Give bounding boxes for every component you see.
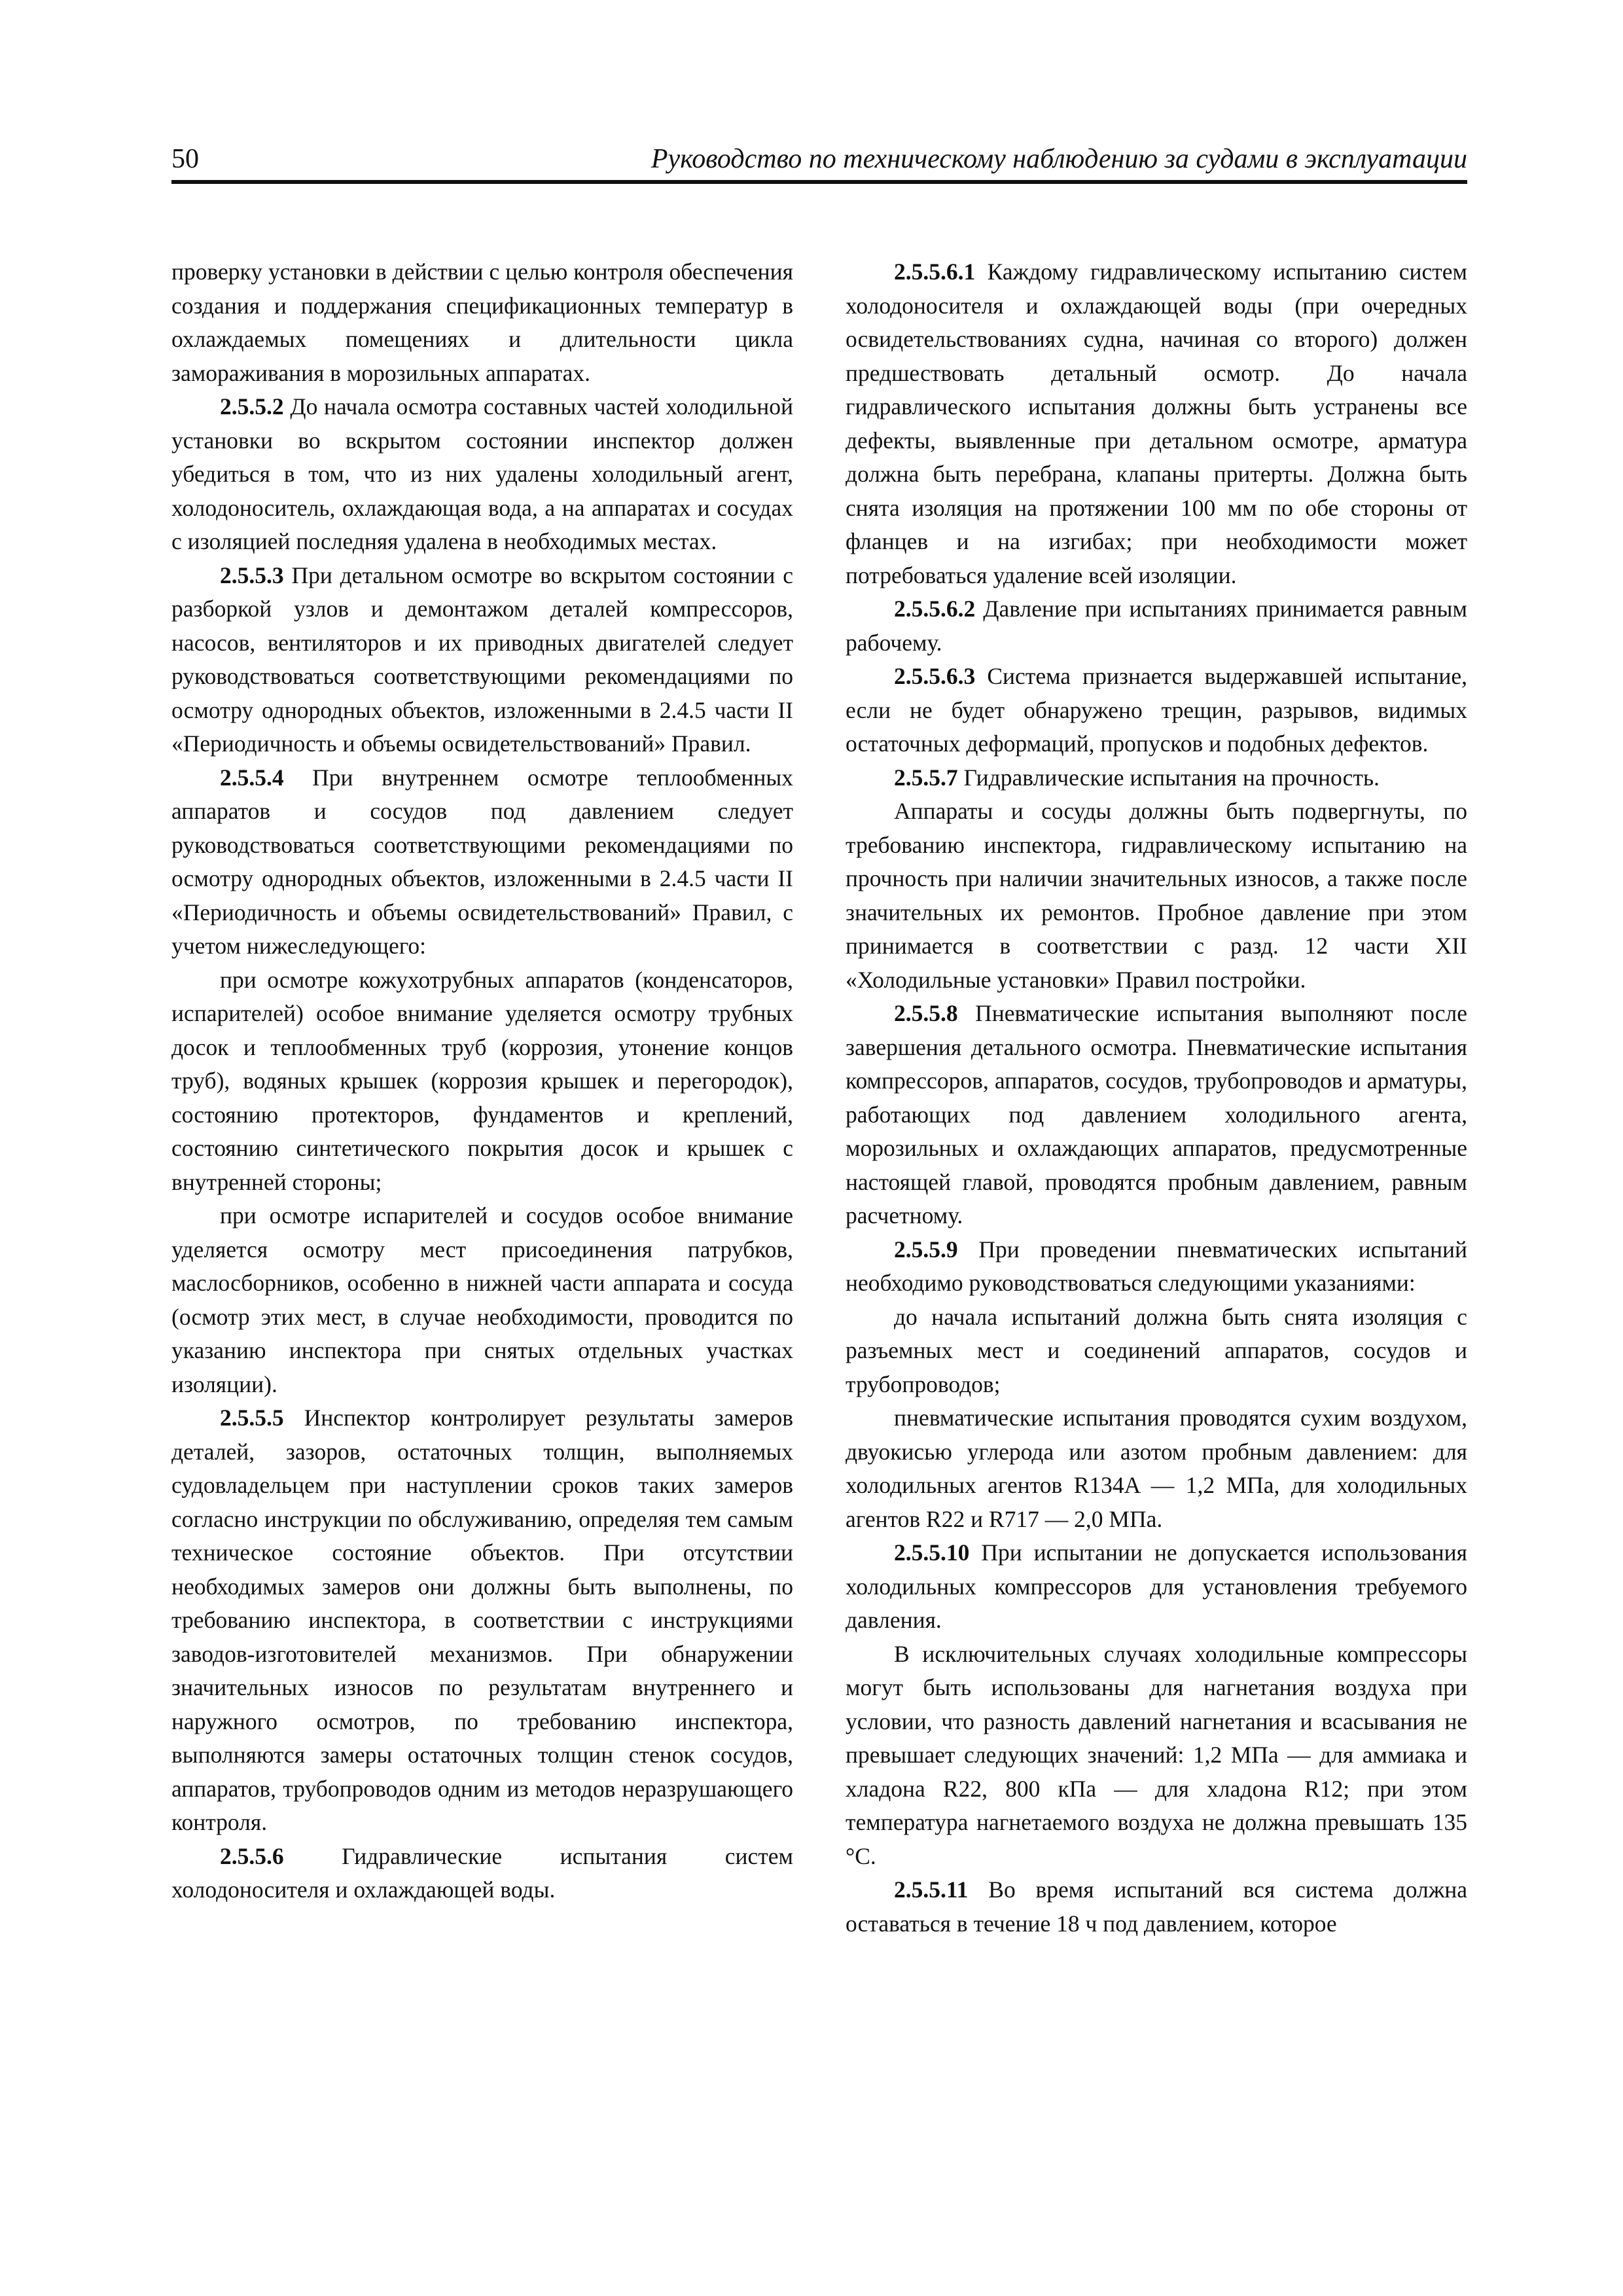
paragraph-text: Инспектор контролирует результаты замеров деталей, зазоров, остаточных толщин, выполняемых судовладельцем при наступлении сроков таких замеров согласно инструкции по обслуживанию, определяя тем самым техническое состояние объектов. При отсутствии необходимых замеров они должны быть выполнены, по требованию инспектора, в соответствии с инструкциями заводов-изготовителей механизмов. При обнаружении значительных износов по результатам внутреннего и наружного осмотров, по требованию инспектора, выполняются замеры остаточных толщин стенок сосудов, аппаратов, трубопроводов одним из методов неразрушающего контроля. — [171, 1405, 793, 1835]
paragraph — [171, 963, 793, 1200]
paragraph-text: пневматические испытания проводятся сухим воздухом, двуокисью углерода или азотом пробным давлением: для холодильных агентов R134A — 1,2 МПа, для холодильных агентов R22 и R717 — 2,0 МПа. — [846, 1405, 1467, 1532]
paragraph — [171, 1199, 793, 1401]
clause-number: 2.5.5.9 — [894, 1236, 958, 1263]
paragraph-text: При испытании не допускается использования холодильных компрессоров для установления требуемого давления. — [846, 1539, 1467, 1633]
paragraph-text: В исключительных случаях холодильные компрессоры могут быть использованы для нагнетания воздуха при условии, что разность давлений нагнетания и всасывания не превышает следующих значений: 1,2 МПа — для аммиака и хладона R22, 800 кПа — для хладона R12; при этом температура нагнетаемого воздуха не должна превышать 135 °С. — [846, 1640, 1467, 1869]
paragraph-text: Давление при испытаниях принимается равным рабочему. — [846, 596, 1467, 656]
clause-number: 2.5.5.3 — [220, 562, 284, 588]
paragraph — [846, 1401, 1467, 1536]
paragraph-text: при осмотре испарителей и сосудов особое внимание уделяется осмотру мест присоединения патрубков, маслосборников, особенно в нижней части аппарата и сосуда (осмотр этих мест, в случае необходимости, проводится по указанию инспектора при снятых отдельных участках изоляции). — [171, 1202, 793, 1397]
clause-number: 2.5.5.6.1 — [894, 259, 976, 285]
clause-number: 2.5.5.4 — [220, 764, 284, 791]
paragraph — [171, 559, 793, 761]
paragraph-text: до начала испытаний должна быть снята изоляция с разъемных мест и соединений аппаратов, сосудов и трубопроводов; — [846, 1303, 1467, 1397]
page-number: 50 — [171, 144, 199, 174]
paragraph — [171, 255, 793, 390]
paragraph — [846, 1300, 1467, 1402]
paragraph-text: До начала осмотра составных частей холодильной установки во вскрытом состоянии инспектор должен убедиться в том, что из них удалены холодильный агент, холодоноситель, охлаждающая вода, а на аппаратах и сосудах с изоляцией последняя удалена в необходимых местах. — [171, 393, 793, 554]
right-column — [846, 255, 1467, 1941]
paragraph-text: При внутреннем осмотре теплообменных аппаратов и сосудов под давлением следует руководствоваться соответствующими рекомендациями по осмотру однородных объектов, изложенными в 2.4.5 части II «Периодичность и объемы освидетельствований» Правил, с учетом нижеследующего: — [171, 764, 793, 959]
paragraph-text: Аппараты и сосуды должны быть подвергнуты, по требованию инспектора, гидравлическому испытанию на прочность при наличии значительных износов, а также после значительных их ремонтов. Пробное давление при этом принимается в соответствии с разд. 12 части XII «Холодильные установки» Правил постройки. — [846, 798, 1467, 993]
paragraph — [846, 795, 1467, 997]
clause-number: 2.5.5.6 — [220, 1842, 284, 1869]
paragraph-text: При детальном осмотре во вскрытом состоянии с разборкой узлов и демонтажом деталей компрессоров, насосов, вентиляторов и их приводных двигателей следует руководствоваться соответствующими рекомендациями по осмотру однородных объектов, изложенными в 2.4.5 части II «Периодичность и объемы освидетельствований» Правил. — [171, 562, 793, 757]
paragraph — [846, 997, 1467, 1233]
left-column — [171, 255, 793, 1907]
clause-number: 2.5.5.6.2 — [894, 596, 976, 622]
paragraph — [171, 1840, 793, 1907]
paragraph-text: проверку установки в действии с целью контроля обеспечения создания и поддержания спецификационных температур в охлаждаемых помещениях и длительности цикла замораживания в морозильных аппаратах. — [171, 259, 793, 386]
paragraph — [846, 1536, 1467, 1638]
paragraph — [846, 660, 1467, 761]
paragraph-text: при осмотре кожухотрубных аппаратов (конденсаторов, испарителей) особое внимание уделяется осмотру трубных досок и теплообменных труб (коррозия, утонение концов труб), водяных крышек (коррозия крышек и перегородок), состоянию протекторов, фундаментов и креплений, состоянию синтетического покрытия досок и крышек с внутренней стороны; — [171, 966, 793, 1195]
paragraph — [846, 592, 1467, 660]
clause-number: 2.5.5.7 — [894, 764, 958, 791]
clause-number: 2.5.5.11 — [894, 1876, 969, 1903]
paragraph-text: Каждому гидравлическому испытанию систем холодоносителя и охлаждающей воды (при очередных освидетельствованиях судна, начиная со второго) должен предшествовать детальный осмотр. До начала гидравлического испытания должны быть устранены все дефекты, выявленные при детальном осмотре, арматура должна быть перебрана, клапаны притерты. Должна быть снята изоляция на протяжении 100 мм по обе стороны от фланцев и на изгибах; при необходимости может потребоваться удаление всей изоляции. — [846, 259, 1467, 588]
paragraph — [171, 761, 793, 963]
clause-number: 2.5.5.2 — [220, 393, 284, 420]
paragraph-text: Система признается выдержавшей испытание, если не будет обнаружено трещин, разрывов, видимых остаточных деформаций, пропусков и подобных дефектов. — [846, 663, 1467, 757]
clause-number: 2.5.5.6.3 — [894, 663, 976, 689]
paragraph — [846, 1233, 1467, 1300]
paragraph — [171, 1401, 793, 1840]
paragraph — [846, 255, 1467, 592]
clause-number: 2.5.5.5 — [220, 1405, 284, 1431]
paragraph — [846, 761, 1467, 795]
paragraph — [846, 1873, 1467, 1941]
clause-number: 2.5.5.10 — [894, 1539, 970, 1566]
paragraph-text: Гидравлические испытания систем холодоносителя и охлаждающей воды. — [171, 1842, 793, 1903]
paragraph — [846, 1638, 1467, 1874]
paragraph-text: Гидравлические испытания на прочность. — [957, 764, 1380, 791]
paragraph-text: Во время испытаний вся система должна оставаться в течение 18 ч под давлением, которое — [846, 1876, 1467, 1937]
paragraph-text: Пневматические испытания выполняют после завершения детального осмотра. Пневматические испытания компрессоров, аппаратов, сосудов, трубопроводов и арматуры, работающих под давлением холодильного агента, морозильных и охлаждающих аппаратов, предусмотренные настоящей главой, проводятся пробным давлением, равным расчетному. — [846, 1000, 1467, 1229]
page-header — [171, 141, 1467, 184]
running-title: Руководство по техническому наблюдению за судами в эксплуатации — [651, 144, 1467, 174]
paragraph-text: При проведении пневматических испытаний необходимо руководствоваться следующими указаниями: — [846, 1236, 1467, 1296]
clause-number: 2.5.5.8 — [894, 1000, 958, 1026]
paragraph — [171, 390, 793, 559]
